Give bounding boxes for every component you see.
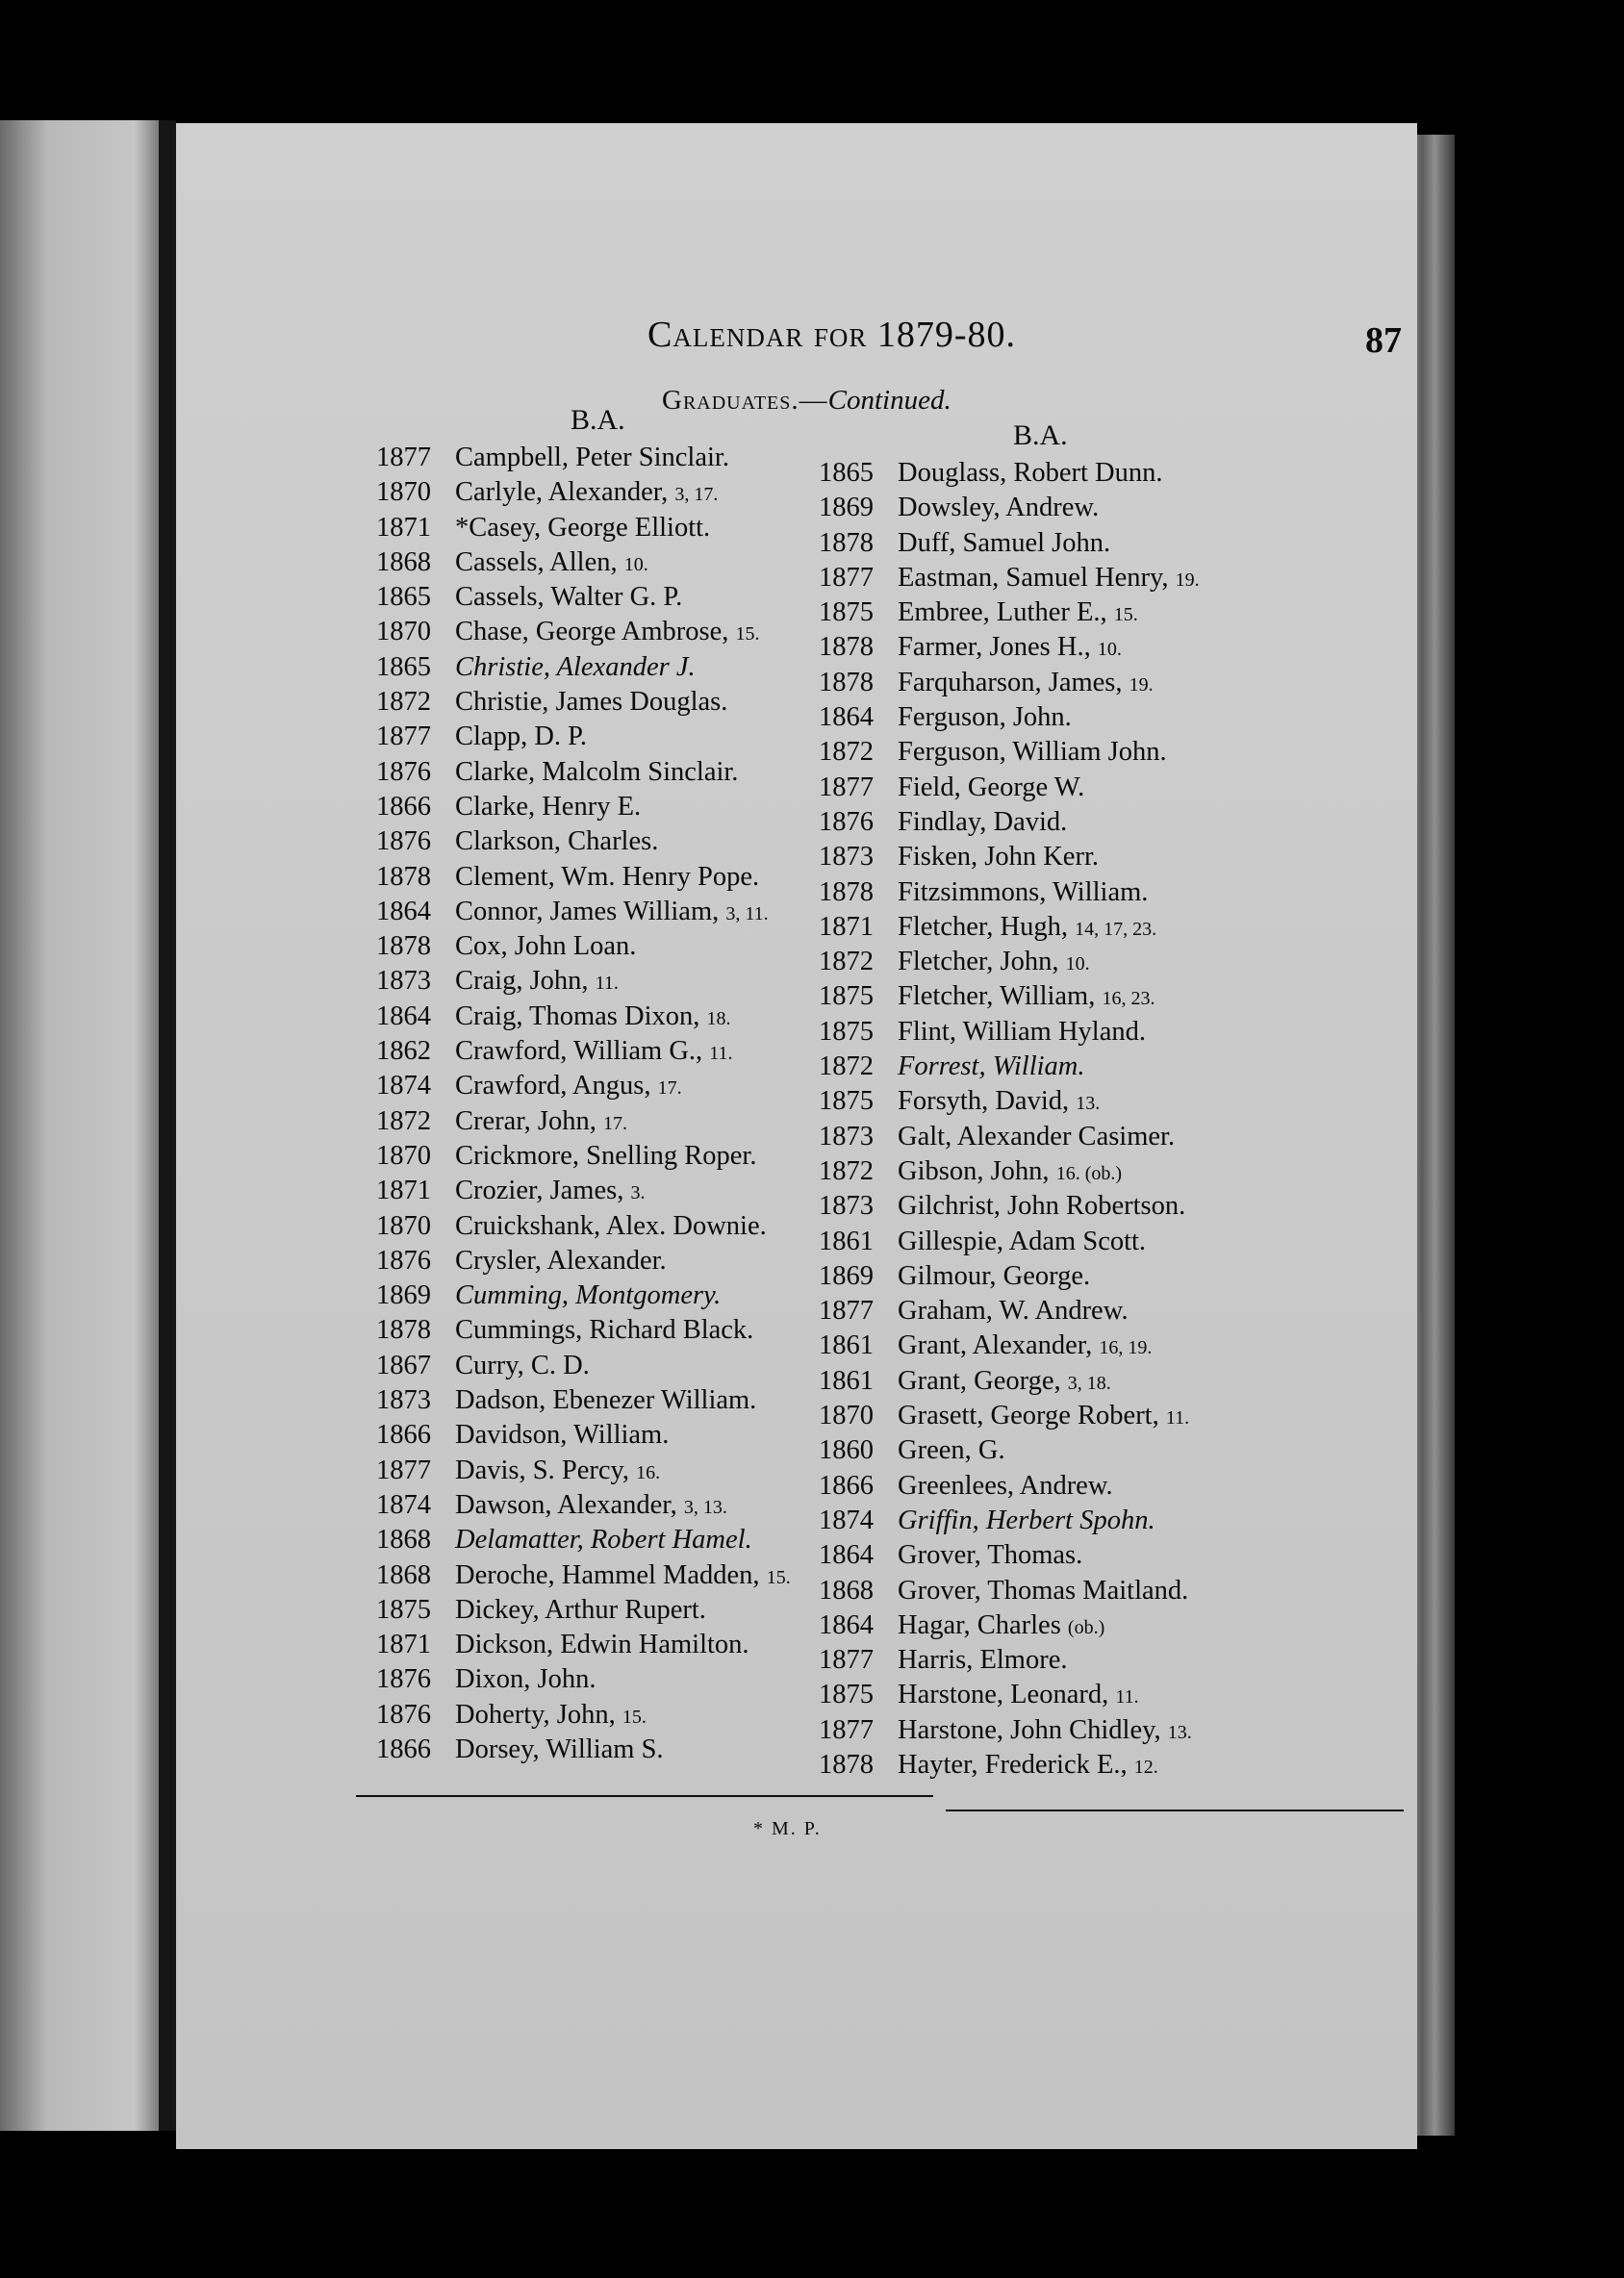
graduate-entry <box>819 561 1200 595</box>
honours-references: 10. <box>1097 639 1122 661</box>
graduate-name: Harstone, John Chidley, <box>898 1714 1161 1745</box>
graduate-name: Gilmour, George. <box>898 1260 1091 1291</box>
graduation-year: 1861 <box>819 1226 874 1256</box>
graduate-entry <box>819 666 1200 700</box>
graduation-year: 1866 <box>819 1470 874 1501</box>
graduate-entry <box>376 1383 791 1418</box>
graduate-name: Grover, Thomas. <box>898 1540 1083 1571</box>
graduate-name: Hayter, Frederick E., <box>898 1749 1128 1780</box>
graduate-entry <box>376 1628 791 1662</box>
honours-references: 16. (ob.) <box>1055 1162 1123 1184</box>
graduation-year: 1872 <box>819 1051 874 1082</box>
graduation-year: 1872 <box>819 1155 874 1186</box>
graduate-name: Dickson, Edwin Hamilton. <box>455 1630 749 1660</box>
graduation-year: 1870 <box>376 477 431 508</box>
graduation-year: 1871 <box>819 911 874 942</box>
graduation-year: 1866 <box>376 1734 431 1764</box>
graduate-entry <box>376 1698 791 1733</box>
graduate-entry <box>819 1259 1200 1294</box>
graduation-year: 1862 <box>376 1036 431 1067</box>
graduation-year: 1868 <box>376 546 431 577</box>
graduate-name: Deroche, Hammel Madden, <box>455 1559 760 1590</box>
graduate-entry <box>376 1523 791 1557</box>
graduation-year: 1866 <box>376 1420 431 1451</box>
graduate-entry <box>376 580 791 615</box>
graduate-name: Fletcher, John, <box>898 947 1059 977</box>
graduate-entry <box>819 1015 1200 1050</box>
graduate-entry <box>819 805 1200 840</box>
graduation-year: 1868 <box>376 1525 431 1556</box>
graduate-name: Connor, James William, <box>455 896 720 926</box>
graduate-entry <box>819 945 1200 979</box>
graduate-name: Dickey, Arthur Rupert. <box>455 1594 706 1625</box>
graduate-entry <box>819 1084 1200 1119</box>
graduation-year: 1871 <box>376 1176 431 1206</box>
graduate-entry <box>819 595 1200 630</box>
graduate-name: Cassels, Allen, <box>455 546 618 577</box>
graduation-year: 1864 <box>819 1540 874 1571</box>
honours-references: 19. <box>1175 569 1200 591</box>
graduate-name: Davis, S. Percy, <box>455 1455 630 1485</box>
graduation-year: 1876 <box>376 756 431 787</box>
honours-references: 15. <box>735 623 760 645</box>
graduation-year: 1878 <box>376 1315 431 1346</box>
graduation-year: 1865 <box>376 582 431 613</box>
graduate-name: Delamatter, Robert Hamel. <box>455 1525 752 1556</box>
graduate-name: Crysler, Alexander. <box>455 1245 667 1276</box>
graduation-year: 1874 <box>376 1071 431 1101</box>
graduate-entry <box>819 1189 1200 1224</box>
graduation-year: 1873 <box>819 1191 874 1222</box>
graduate-name: Findlay, David. <box>898 806 1068 837</box>
graduate-name: Greenlees, Andrew. <box>898 1470 1113 1501</box>
graduation-year: 1875 <box>819 597 874 628</box>
graduate-entry <box>376 1454 791 1488</box>
graduate-name: Clement, Wm. Henry Pope. <box>455 861 760 892</box>
footer-rule-left <box>356 1795 933 1797</box>
graduate-name: Fisken, John Kerr. <box>898 842 1099 873</box>
graduation-year: 1878 <box>819 667 874 697</box>
honours-references: 13. <box>1167 1721 1192 1743</box>
graduate-name: Dowsley, Andrew. <box>898 493 1100 523</box>
graduate-entry <box>819 1225 1200 1259</box>
graduate-entry <box>819 1574 1200 1608</box>
graduate-entry <box>376 1174 791 1208</box>
honours-references: 10. <box>623 553 648 575</box>
graduate-entry <box>819 1433 1200 1468</box>
graduate-name: Cassels, Walter G. P. <box>455 582 683 613</box>
graduate-entry <box>819 1399 1200 1433</box>
graduation-year: 1876 <box>376 1245 431 1276</box>
graduation-year: 1868 <box>819 1575 874 1606</box>
graduation-year: 1869 <box>819 1260 874 1291</box>
honours-references: 15. <box>622 1706 647 1728</box>
graduate-entry <box>376 650 791 685</box>
graduate-name: Douglass, Robert Dunn. <box>898 458 1163 488</box>
honours-references: 3, 17. <box>674 484 719 506</box>
graduate-name: Eastman, Samuel Henry, <box>898 562 1169 593</box>
graduation-year: 1864 <box>819 1609 874 1640</box>
graduation-year: 1878 <box>819 1749 874 1780</box>
graduation-year: 1865 <box>376 651 431 682</box>
honours-references: 3, 11. <box>725 902 769 924</box>
graduate-entry <box>819 526 1200 561</box>
honours-references: 17. <box>657 1077 682 1100</box>
honours-references: 15. <box>1113 604 1138 626</box>
graduate-entry <box>376 511 791 545</box>
graduate-name: Dadson, Ebenezer William. <box>455 1385 757 1416</box>
graduation-year: 1871 <box>376 1630 431 1660</box>
graduate-name: Ferguson, William John. <box>898 737 1167 768</box>
graduate-name: Harstone, Leonard, <box>898 1680 1109 1710</box>
honours-references: 11. <box>1115 1686 1139 1708</box>
graduation-year: 1877 <box>376 443 431 472</box>
graduate-entry <box>819 1469 1200 1504</box>
graduate-entry <box>376 964 791 999</box>
graduate-entry <box>376 929 791 964</box>
graduate-entry <box>376 1278 791 1313</box>
honours-references: 3, 13. <box>683 1496 727 1518</box>
graduate-entry <box>376 1034 791 1069</box>
graduation-year: 1872 <box>376 687 431 718</box>
graduation-year: 1876 <box>376 826 431 857</box>
book-gutter <box>159 120 176 2131</box>
graduate-name: Campbell, Peter Sinclair. <box>455 443 729 472</box>
graduate-entry <box>376 685 791 720</box>
graduation-year: 1876 <box>376 1664 431 1695</box>
graduation-year: 1860 <box>819 1435 874 1466</box>
graduation-year: 1864 <box>819 702 874 733</box>
graduate-entry <box>376 720 791 754</box>
graduate-name: Gibson, John, <box>898 1155 1050 1186</box>
graduation-year: 1869 <box>819 493 874 523</box>
graduation-year: 1867 <box>376 1350 431 1380</box>
graduation-year: 1877 <box>819 1645 874 1676</box>
section-title: Graduates.— <box>662 385 828 416</box>
graduate-entry <box>376 1069 791 1103</box>
graduate-entry <box>376 860 791 895</box>
left-column-label: B.A. <box>571 404 625 436</box>
honours-references: 16, 19. <box>1099 1337 1153 1359</box>
graduation-year: 1861 <box>819 1365 874 1396</box>
graduate-entry <box>819 1364 1200 1399</box>
graduate-name: Duff, Samuel John. <box>898 527 1111 558</box>
honours-references: 14, 17, 23. <box>1075 918 1157 940</box>
graduate-entry <box>376 1139 791 1174</box>
graduation-year: 1875 <box>819 1680 874 1710</box>
graduation-year: 1861 <box>819 1330 874 1361</box>
graduation-year: 1871 <box>376 512 431 543</box>
graduate-name: Fletcher, Hugh, <box>898 911 1068 942</box>
graduate-name: Cox, John Loan. <box>455 931 637 962</box>
graduate-entry <box>376 1209 791 1244</box>
honours-references: 15. <box>766 1566 791 1588</box>
graduation-year: 1872 <box>376 1105 431 1136</box>
honours-references: 11. <box>595 973 619 995</box>
honours-references: 10. <box>1065 953 1090 975</box>
footnote: * M. P. <box>753 1818 822 1839</box>
graduate-entry <box>376 1662 791 1697</box>
graduate-name: Fitzsimmons, William. <box>898 876 1149 907</box>
graduation-year: 1872 <box>819 737 874 768</box>
honours-references: 16, 23. <box>1102 988 1155 1010</box>
graduation-year: 1875 <box>819 1086 874 1117</box>
graduate-entry <box>819 1154 1200 1189</box>
graduation-year: 1866 <box>376 791 431 822</box>
graduate-entry <box>819 1329 1200 1363</box>
graduate-entry <box>376 615 791 649</box>
facing-page-edge <box>0 120 159 2131</box>
graduate-entry <box>376 1104 791 1139</box>
graduate-name: Christie, James Douglas. <box>455 687 728 718</box>
graduate-entry <box>376 1558 791 1593</box>
graduate-entry <box>376 1313 791 1348</box>
graduation-year: 1874 <box>376 1489 431 1520</box>
graduate-entry <box>819 1504 1200 1538</box>
graduate-name: Dorsey, William S. <box>455 1734 664 1764</box>
graduate-name: Dixon, John. <box>455 1664 596 1695</box>
graduation-year: 1873 <box>819 842 874 873</box>
graduate-name: Griffin, Herbert Spohn. <box>898 1505 1155 1535</box>
graduation-year: 1877 <box>376 1455 431 1485</box>
right-graduates-column <box>819 456 1200 1783</box>
graduate-entry <box>376 1488 791 1523</box>
graduate-entry <box>376 1733 791 1767</box>
graduate-name: Crickmore, Snelling Roper. <box>455 1140 757 1171</box>
honours-references: 11. <box>1165 1407 1190 1430</box>
graduate-entry <box>819 630 1200 665</box>
honours-references: 11. <box>709 1043 733 1065</box>
graduate-name: *Casey, George Elliott. <box>455 512 711 543</box>
graduate-name: Flint, William Hyland. <box>898 1016 1146 1047</box>
graduate-name: Carlyle, Alexander, <box>455 477 669 508</box>
graduate-name: Crawford, William G., <box>455 1036 703 1067</box>
graduation-year: 1868 <box>376 1559 431 1590</box>
graduation-year: 1873 <box>376 966 431 997</box>
graduation-year: 1877 <box>376 721 431 752</box>
graduate-name: Graham, W. Andrew. <box>898 1296 1129 1327</box>
graduate-name: Grant, Alexander, <box>898 1330 1093 1361</box>
graduate-name: Forsyth, David, <box>898 1086 1070 1117</box>
graduate-name: Embree, Luther E., <box>898 597 1107 628</box>
graduate-entry <box>376 1000 791 1034</box>
graduation-year: 1877 <box>819 562 874 593</box>
graduate-name: Gilchrist, John Robertson. <box>898 1191 1186 1222</box>
graduation-year: 1877 <box>819 1714 874 1745</box>
graduate-entry <box>819 771 1200 805</box>
graduation-year: 1876 <box>819 806 874 837</box>
graduate-name: Chase, George Ambrose, <box>455 617 729 647</box>
graduate-name: Crerar, John, <box>455 1105 596 1136</box>
graduate-entry <box>376 475 791 510</box>
graduate-entry <box>819 1294 1200 1329</box>
graduate-name: Farquharson, James, <box>898 667 1123 697</box>
graduation-year: 1878 <box>819 527 874 558</box>
graduate-name: Forrest, William. <box>898 1051 1085 1082</box>
graduate-entry <box>819 1538 1200 1573</box>
graduate-entry <box>819 979 1200 1014</box>
honours-references: 16. <box>636 1461 661 1483</box>
graduate-name: Hagar, Charles <box>898 1609 1061 1640</box>
graduate-entry <box>819 1050 1200 1084</box>
graduate-entry <box>376 790 791 824</box>
graduate-entry <box>819 491 1200 525</box>
honours-references: 3. <box>630 1182 646 1204</box>
graduate-entry <box>819 1678 1200 1712</box>
running-title: Calendar for 1879-80. <box>647 315 1017 355</box>
section-continued: Continued. <box>827 385 952 416</box>
graduate-name: Clapp, D. P. <box>455 721 587 752</box>
graduate-entry <box>376 1593 791 1628</box>
graduate-name: Grasett, George Robert, <box>898 1401 1159 1431</box>
graduate-entry <box>376 895 791 929</box>
graduation-year: 1873 <box>376 1385 431 1416</box>
graduation-year: 1870 <box>376 1210 431 1241</box>
graduate-entry <box>819 456 1200 491</box>
graduation-year: 1875 <box>376 1594 431 1625</box>
graduation-year: 1874 <box>819 1505 874 1535</box>
graduation-year: 1873 <box>819 1121 874 1152</box>
graduate-name: Field, George W. <box>898 772 1085 802</box>
honours-references: 19. <box>1129 673 1154 696</box>
graduation-year: 1864 <box>376 1000 431 1031</box>
honours-references: 13. <box>1076 1093 1101 1115</box>
graduate-name: Galt, Alexander Casimer. <box>898 1121 1176 1152</box>
graduation-year: 1878 <box>376 861 431 892</box>
graduation-year: 1870 <box>819 1401 874 1431</box>
graduate-name: Craig, John, <box>455 966 589 997</box>
graduation-year: 1864 <box>376 896 431 926</box>
graduate-entry <box>819 1748 1200 1783</box>
graduate-name: Crozier, James, <box>455 1176 624 1206</box>
graduate-entry <box>819 1608 1200 1643</box>
graduation-year: 1875 <box>819 981 874 1012</box>
graduate-name: Curry, C. D. <box>455 1350 590 1380</box>
graduate-entry <box>819 875 1200 910</box>
graduation-year: 1878 <box>819 876 874 907</box>
honours-references: 18. <box>706 1007 731 1029</box>
graduate-entry <box>376 1418 791 1453</box>
graduate-entry <box>819 700 1200 735</box>
right-column-label: B.A. <box>1013 419 1068 451</box>
graduate-entry <box>819 840 1200 874</box>
graduate-entry <box>376 1244 791 1278</box>
graduate-name: Cruickshank, Alex. Downie. <box>455 1210 767 1241</box>
graduate-entry <box>376 1349 791 1383</box>
graduation-year: 1877 <box>819 1296 874 1327</box>
graduate-name: Clarke, Henry E. <box>455 791 642 822</box>
graduate-name: Cumming, Montgomery. <box>455 1280 722 1311</box>
graduate-name: Crawford, Angus, <box>455 1071 651 1101</box>
graduate-name: Doherty, John, <box>455 1699 616 1730</box>
graduate-entry <box>376 755 791 790</box>
graduate-name: Grant, George, <box>898 1365 1061 1396</box>
graduate-name: Cummings, Richard Black. <box>455 1315 754 1346</box>
graduation-year: 1876 <box>376 1699 431 1730</box>
footer-rule-right <box>946 1810 1404 1811</box>
graduate-name: Christie, Alexander J. <box>455 651 696 682</box>
graduate-name: Clarkson, Charles. <box>455 826 659 857</box>
honours-references: 17. <box>602 1112 627 1134</box>
graduate-entry <box>376 545 791 580</box>
graduate-name: Craig, Thomas Dixon, <box>455 1000 700 1031</box>
graduate-name: Ferguson, John. <box>898 702 1072 733</box>
graduation-year: 1870 <box>376 1140 431 1171</box>
graduation-year: 1872 <box>819 947 874 977</box>
graduate-entry <box>376 441 791 475</box>
honours-references: 3, 18. <box>1067 1372 1111 1394</box>
graduate-name: Green, G. <box>898 1435 1005 1466</box>
graduation-year: 1869 <box>376 1280 431 1311</box>
graduate-name: Clarke, Malcolm Sinclair. <box>455 756 739 787</box>
graduation-year: 1878 <box>376 931 431 962</box>
graduation-year: 1870 <box>376 617 431 647</box>
graduate-name: Dawson, Alexander, <box>455 1489 677 1520</box>
graduate-name: Fletcher, William, <box>898 981 1096 1012</box>
page-header <box>176 314 1417 371</box>
honours-references: (ob.) <box>1067 1616 1105 1638</box>
graduate-name: Grover, Thomas Maitland. <box>898 1575 1189 1606</box>
section-heading <box>662 385 952 417</box>
graduate-name: Farmer, Jones H., <box>898 632 1091 663</box>
graduate-entry <box>819 910 1200 945</box>
graduate-name: Harris, Elmore. <box>898 1645 1068 1676</box>
graduate-entry <box>819 735 1200 770</box>
graduation-year: 1877 <box>819 772 874 802</box>
graduation-year: 1875 <box>819 1016 874 1047</box>
graduate-name: Davidson, William. <box>455 1420 670 1451</box>
document-page <box>176 123 1417 2149</box>
graduate-entry <box>376 824 791 859</box>
graduate-entry <box>819 1713 1200 1748</box>
honours-references: 12. <box>1133 1756 1158 1778</box>
graduation-year: 1865 <box>819 458 874 488</box>
page-number: 87 <box>1365 320 1402 361</box>
graduation-year: 1878 <box>819 632 874 663</box>
left-graduates-column <box>376 441 791 1767</box>
graduate-entry <box>819 1643 1200 1678</box>
graduate-name: Gillespie, Adam Scott. <box>898 1226 1147 1256</box>
graduate-entry <box>819 1120 1200 1154</box>
